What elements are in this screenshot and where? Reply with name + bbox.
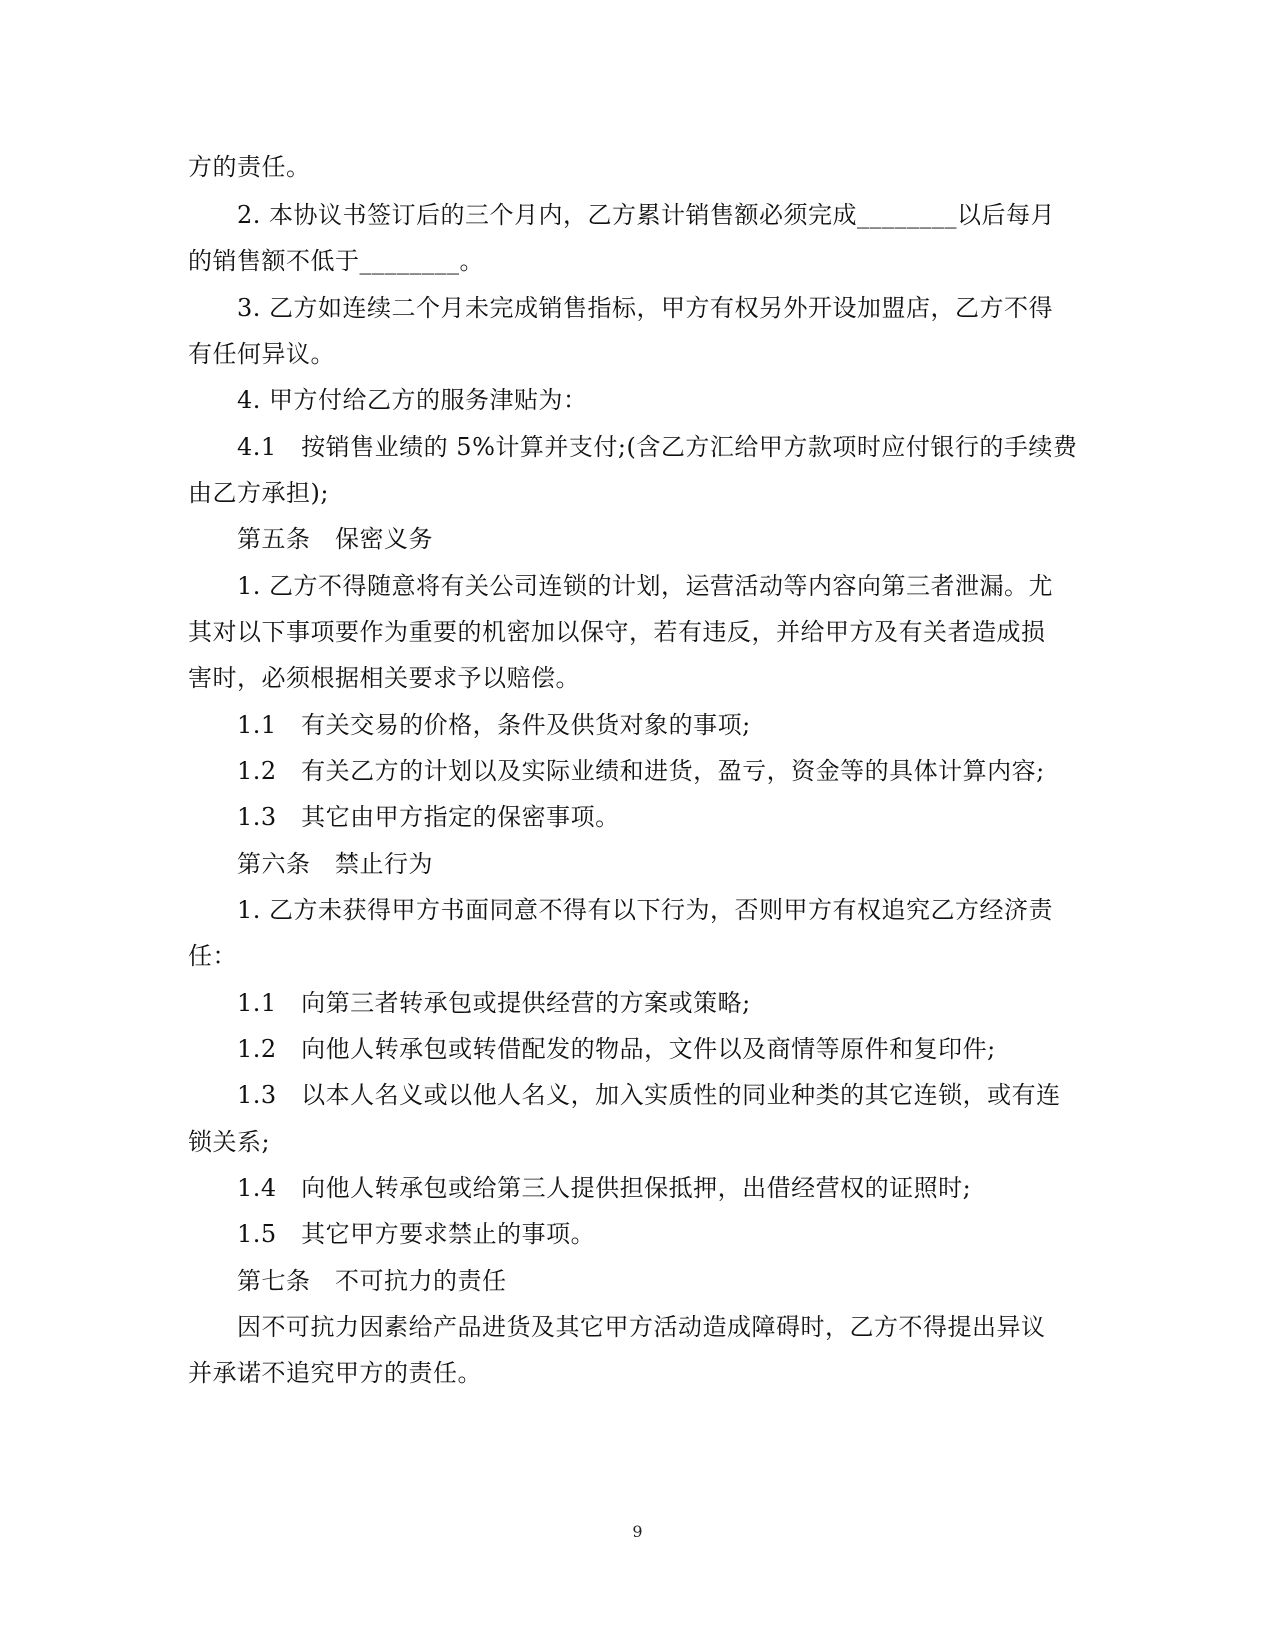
text-line: 1.5 其它甲方要求禁止的事项。 — [237, 1220, 596, 1248]
text-line: 1.3 其它由甲方指定的保密事项。 — [237, 803, 620, 831]
section-heading: 第六条 禁止行为 — [237, 850, 433, 878]
text-line: 1.4 向他人转承包或给第三人提供担保抵押，出借经营权的证照时; — [237, 1174, 972, 1202]
text-line: 其对以下事项要作为重要的机密加以保守，若有违反，并给甲方及有关者造成损 — [188, 618, 1046, 646]
text-line: 并承诺不追究甲方的责任。 — [188, 1359, 482, 1387]
text-line: 1.2 有关乙方的计划以及实际业绩和进货，盈亏，资金等的具体计算内容; — [237, 757, 1045, 785]
text-line: 1. 乙方未获得甲方书面同意不得有以下行为，否则甲方有权追究乙方经济责 — [237, 896, 1054, 924]
section-heading: 第七条 不可抗力的责任 — [237, 1267, 507, 1295]
text-line: 3. 乙方如连续二个月未完成销售指标，甲方有权另外开设加盟店，乙方不得 — [237, 294, 1054, 322]
text-line: 由乙方承担); — [188, 479, 329, 507]
text-line: 的销售额不低于________。 — [188, 247, 484, 275]
text-line: 任： — [188, 942, 237, 970]
text-line: 有任何异议。 — [188, 340, 335, 368]
page-number: 9 — [632, 1522, 643, 1541]
text-line: 4.1 按销售业绩的 5%计算并支付;(含乙方汇给甲方款项时应付银行的手续费 — [237, 433, 1078, 461]
text-line: 因不可抗力因素给产品进货及其它甲方活动造成障碍时，乙方不得提出异议 — [237, 1313, 1046, 1341]
section-heading: 第五条 保密义务 — [237, 525, 433, 553]
text-line: 1.3 以本人名义或以他人名义，加入实质性的同业种类的其它连锁，或有连 — [237, 1081, 1061, 1109]
text-line: 2. 本协议书签订后的三个月内，乙方累计销售额必须完成________以后每月 — [237, 201, 1056, 229]
text-line: 1. 乙方不得随意将有关公司连锁的计划，运营活动等内容向第三者泄漏。尤 — [237, 572, 1054, 600]
text-line: 害时，必须根据相关要求予以赔偿。 — [188, 664, 580, 692]
text-line: 1.1 向第三者转承包或提供经营的方案或策略; — [237, 989, 751, 1017]
text-line: 4. 甲方付给乙方的服务津贴为： — [237, 386, 588, 414]
text-line: 方的责任。 — [188, 153, 311, 181]
text-line: 锁关系; — [188, 1128, 271, 1156]
text-line: 1.1 有关交易的价格，条件及供货对象的事项; — [237, 711, 751, 739]
text-line: 1.2 向他人转承包或转借配发的物品，文件以及商情等原件和复印件; — [237, 1035, 996, 1063]
